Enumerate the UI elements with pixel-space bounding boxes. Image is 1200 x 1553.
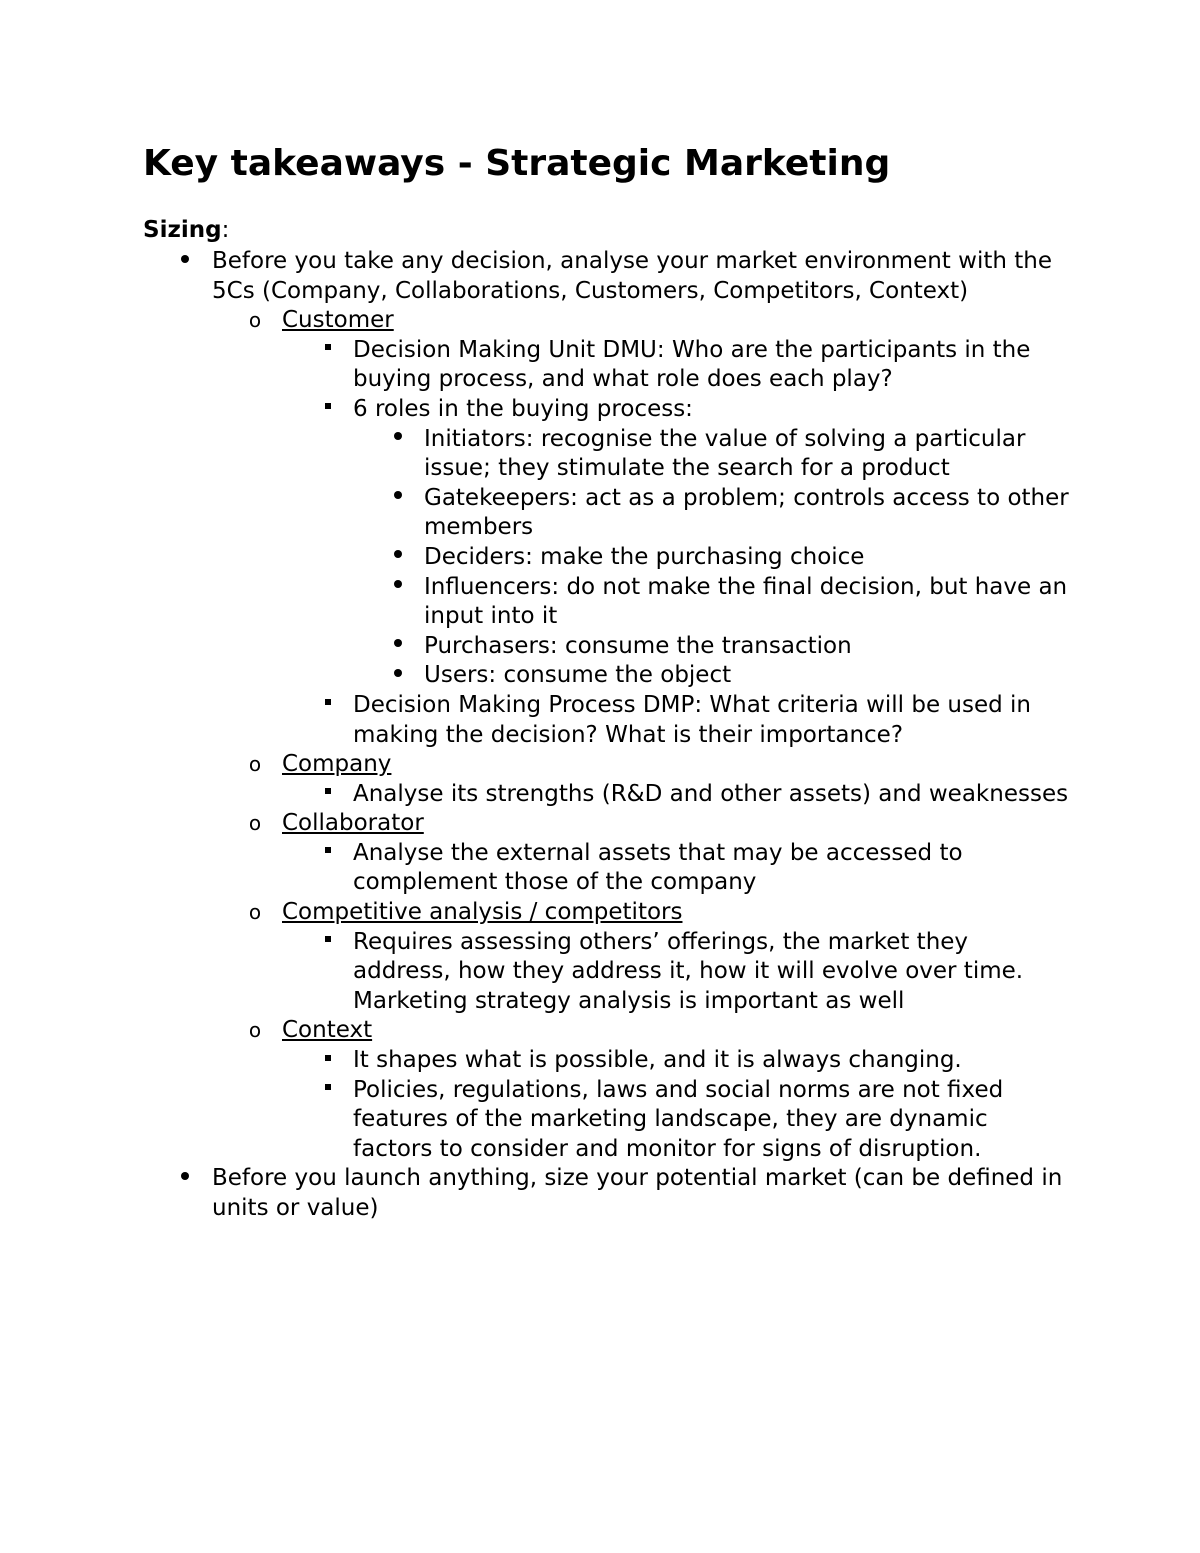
- role-text: Gatekeepers: act as a problem; controls access to other members: [424, 484, 1069, 541]
- subheading-collaborator: Collaborator: [282, 810, 424, 837]
- bullet-dot-icon: [383, 573, 413, 603]
- bullet-square-icon: [313, 839, 343, 869]
- role-text: Users: consume the object: [424, 662, 732, 689]
- bullet-dot-icon: [383, 661, 413, 691]
- list-item-text: Before you take any decision, analyse your market environment with the 5Cs (Company, Collaborations, Customers, Competitors, Context): [212, 248, 1052, 304]
- list-item-collaborator: [248, 809, 1073, 898]
- bullet-square-icon: [313, 691, 343, 721]
- role-text: Purchasers: consume the transaction: [424, 632, 852, 659]
- competitors-sublist: [143, 928, 1073, 1017]
- bullet-square-icon: [313, 1046, 343, 1076]
- list-item-text: 6 roles in the buying process:: [353, 395, 693, 422]
- document-body: [143, 214, 1073, 1224]
- list-item: [353, 336, 1073, 395]
- bullet-square-icon: [313, 780, 343, 810]
- subheading-competitors: Competitive analysis / competitors: [282, 899, 683, 926]
- list-item-text: Requires assessing others’ offerings, the market they address, how they address it, how it will evolve over time. Marketing strategy analysis is important as well: [353, 928, 1024, 1014]
- five-cs-list: [143, 306, 1073, 1164]
- list-item: [353, 780, 1073, 810]
- role-text: Deciders: make the purchasing choice: [424, 543, 865, 570]
- role-text: Influencers: do not make the final decision, but have an input into it: [424, 573, 1068, 630]
- subheading-customer: Customer: [282, 307, 394, 334]
- list-item: [424, 484, 1073, 543]
- list-item: [424, 573, 1073, 632]
- list-item-text: Analyse the external assets that may be accessed to complement those of the company: [353, 839, 963, 896]
- context-sublist: [143, 1046, 1073, 1164]
- bullet-square-icon: [313, 1076, 343, 1106]
- bullet-circle-icon: o: [248, 811, 262, 836]
- list-item: [424, 543, 1073, 573]
- bullet-dot-icon: [383, 484, 413, 514]
- list-item: [212, 1164, 1073, 1223]
- section-heading-colon: :: [221, 217, 230, 243]
- bullet-dot-icon: [170, 247, 200, 277]
- customer-sublist: [143, 336, 1073, 750]
- bullet-circle-icon: o: [248, 308, 262, 333]
- subheading-context: Context: [282, 1017, 373, 1044]
- list-item: [353, 839, 1073, 898]
- bullet-square-icon: [313, 336, 343, 366]
- bullet-circle-icon: o: [248, 900, 262, 925]
- bullet-square-icon: [313, 928, 343, 958]
- list-item: [353, 691, 1073, 750]
- bullet-circle-icon: o: [248, 752, 262, 777]
- list-item-company: [248, 750, 1073, 809]
- section-heading-label: Sizing: [143, 217, 222, 243]
- list-item-text: Decision Making Unit DMU: Who are the participants in the buying process, and what role does each play?: [353, 336, 1031, 393]
- buying-roles-list: [143, 425, 1073, 691]
- list-item-text: Decision Making Process DMP: What criteria will be used in making the decision? What is their importance?: [353, 691, 1032, 748]
- company-sublist: [143, 780, 1073, 810]
- list-item: [212, 247, 1073, 1164]
- section-heading: [143, 214, 1073, 247]
- top-level-list: [143, 247, 1073, 1224]
- document-title: Key takeaways - Strategic Marketing: [143, 143, 891, 184]
- list-item: [424, 632, 1073, 662]
- bullet-dot-icon: [383, 425, 413, 455]
- list-item: [353, 1046, 1073, 1076]
- bullet-dot-icon: [383, 543, 413, 573]
- bullet-circle-icon: o: [248, 1018, 262, 1043]
- list-item-text: It shapes what is possible, and it is always changing.: [353, 1047, 962, 1074]
- list-item-text: Analyse its strengths (R&D and other assets) and weaknesses: [353, 780, 1069, 807]
- bullet-dot-icon: [383, 632, 413, 662]
- list-item: [424, 661, 1073, 691]
- list-item: [353, 395, 1073, 691]
- list-item-context: [248, 1016, 1073, 1164]
- role-text: Initiators: recognise the value of solving a particular issue; they stimulate the search for a product: [424, 425, 1026, 482]
- list-item: [353, 928, 1073, 1017]
- list-item: [353, 1076, 1073, 1165]
- collaborator-sublist: [143, 839, 1073, 898]
- list-item-text: Policies, regulations, laws and social norms are not fixed features of the marketing landscape, they are dynamic factors to consider and monitor for signs of disruption.: [353, 1076, 1004, 1162]
- bullet-square-icon: [313, 395, 343, 425]
- list-item-customer: [248, 306, 1073, 750]
- list-item: [424, 425, 1073, 484]
- list-item-competitors: [248, 898, 1073, 1016]
- list-item-text: Before you launch anything, size your potential market (can be defined in units or value): [212, 1165, 1063, 1221]
- bullet-dot-icon: [170, 1164, 200, 1194]
- subheading-company: Company: [282, 751, 392, 778]
